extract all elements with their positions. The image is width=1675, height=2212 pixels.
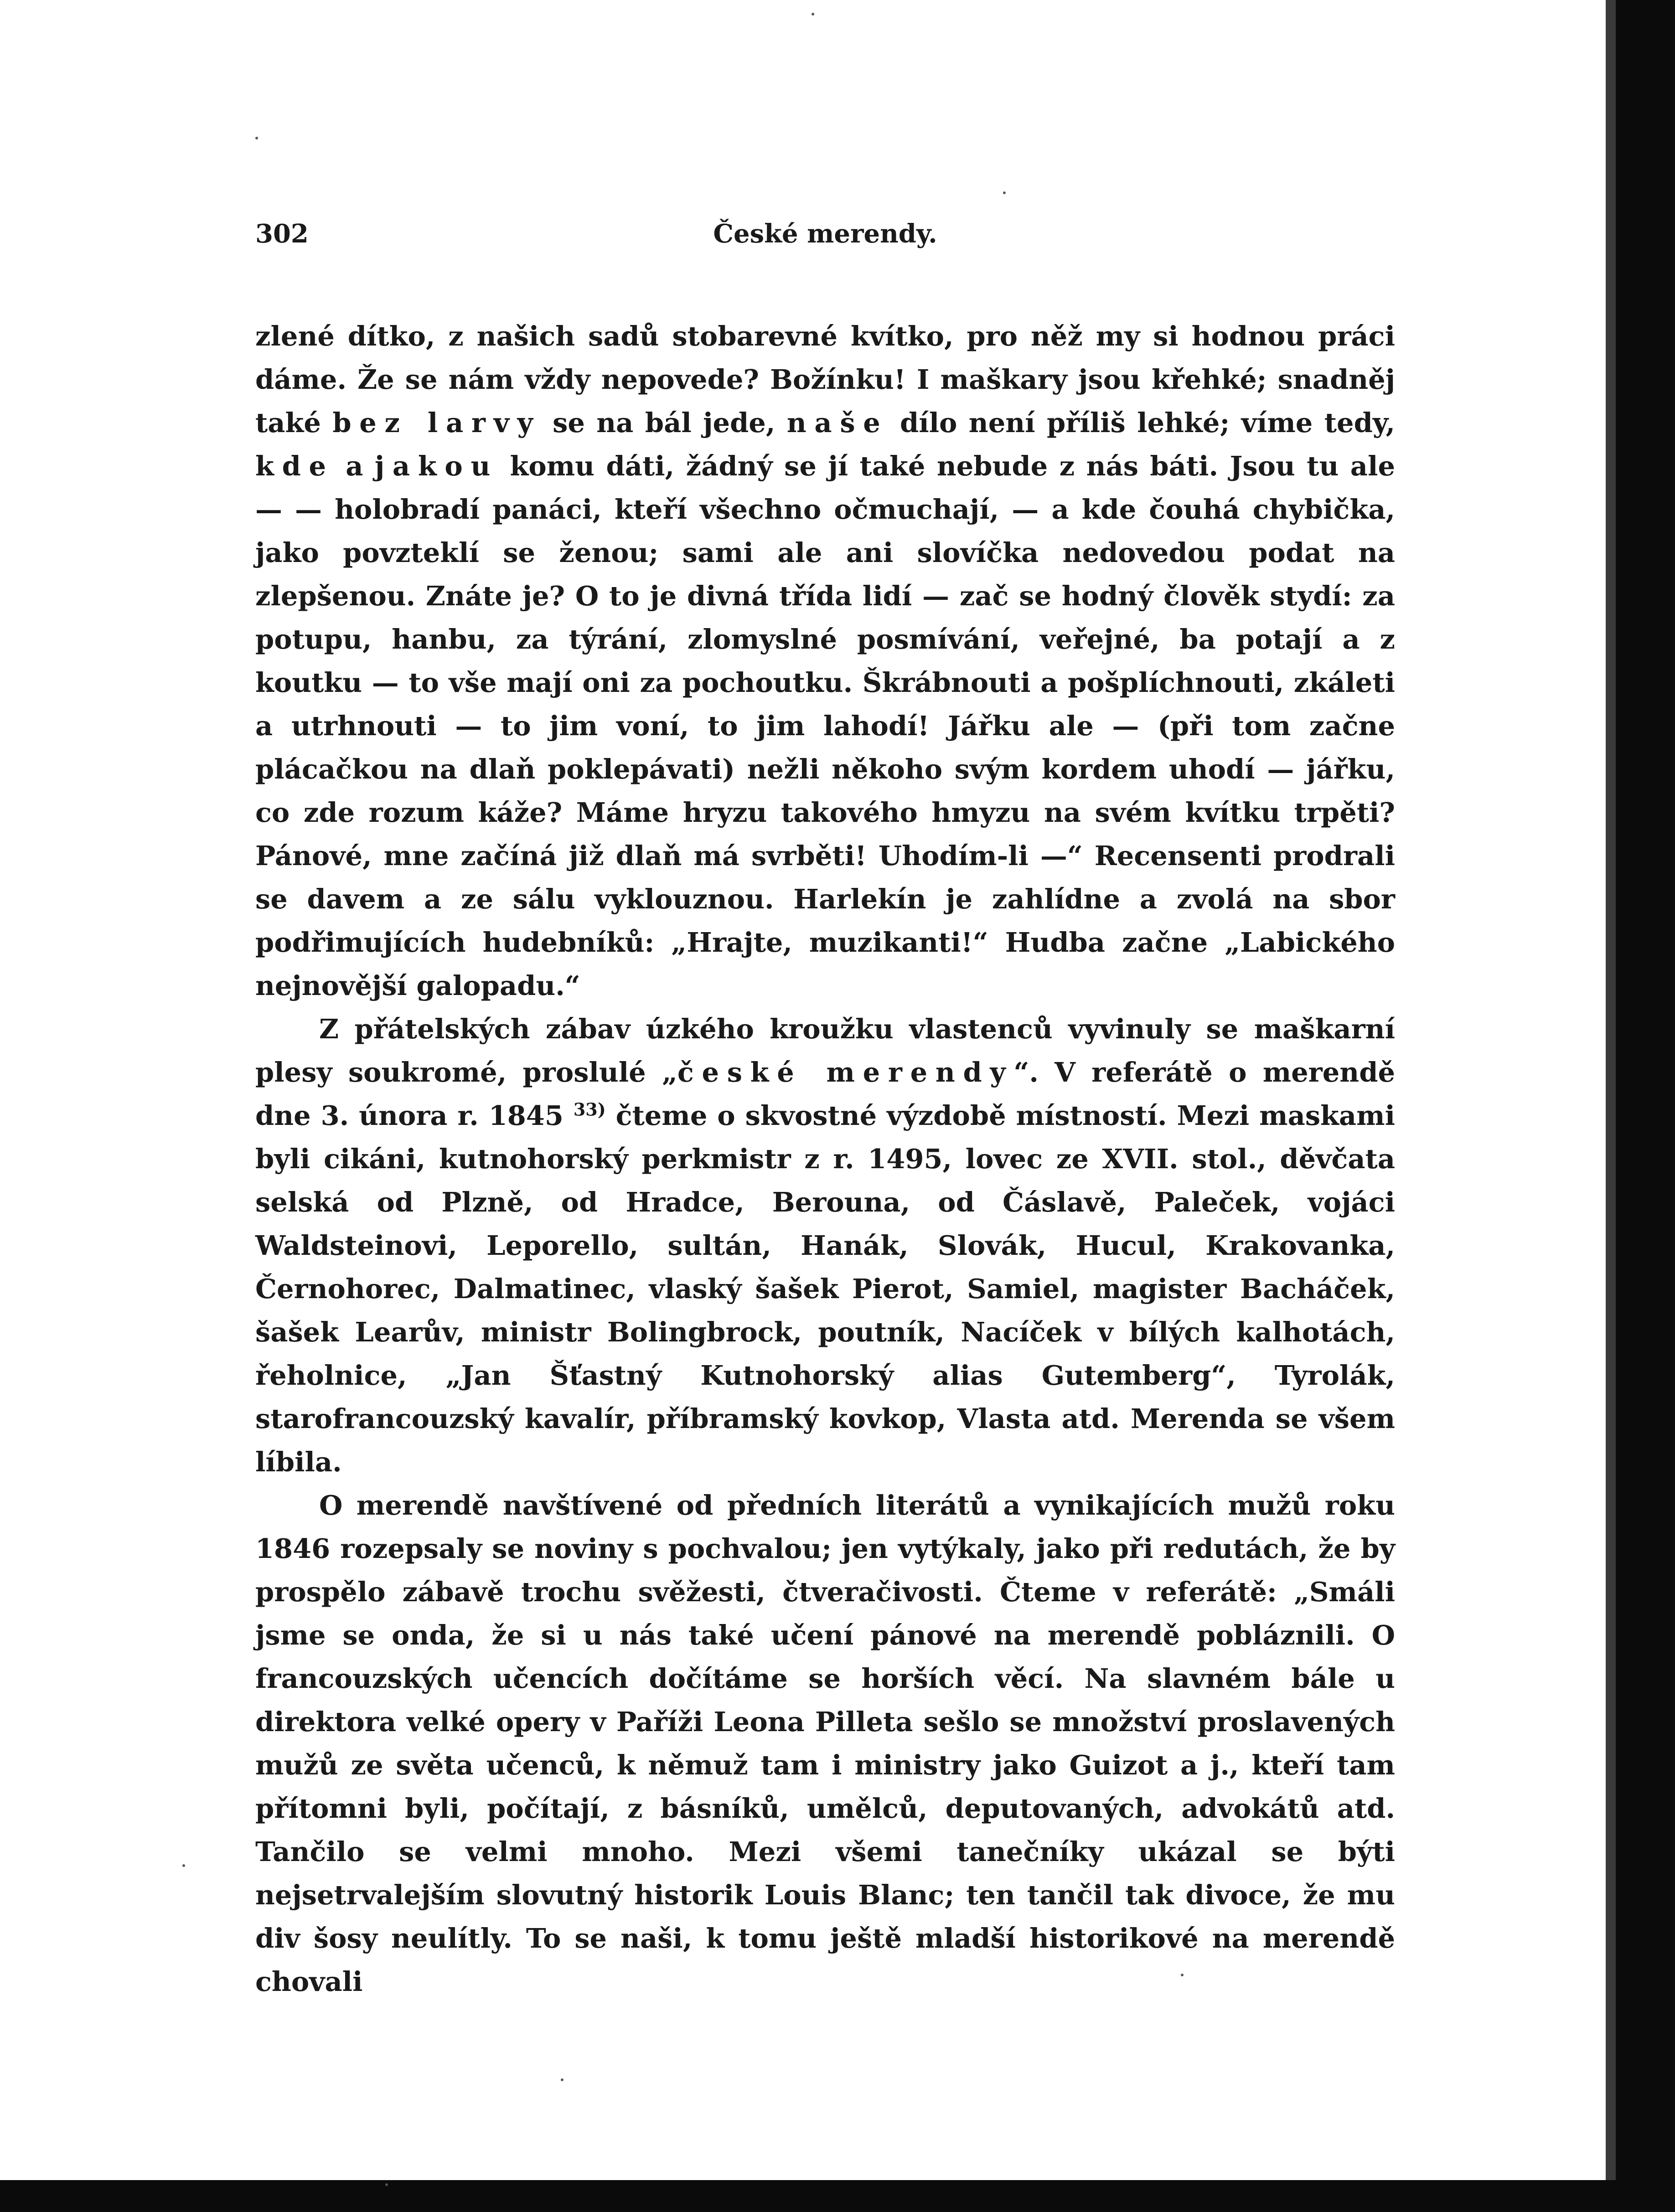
scan-border-right [1616,0,1675,2212]
spaced-emphasis: naše [786,407,889,438]
text-run: “. V referátě o merendě dne 3. února r. 1845 [255,1057,1395,1131]
spaced-emphasis: české merendy [677,1057,1014,1088]
spaced-emphasis: kde [255,450,334,482]
scan-speck [255,137,258,139]
text-run: komu dáti, žádný se jí také nebude z nás báti. Jsou tu ale — — holobradí panáci, kteří všechno očmuchají, — a kde čouhá chybička, jako povzteklí se ženou; sami ale ani slovíčka nedovedou podat na zlepšenou. Znáte je? O to je divná třída lidí — zač se hodný člověk stydí: za potupu, hanbu, za týrání, zlomyslné posmívání, veřejné, ba potají a z koutku — to vše mají oni za pochoutku. Škrábnouti a pošplíchnouti, zkáleti a utrhnouti — to jim voní, to jim lahodí! Jářku ale — (při tom začne plácačkou na dlaň poklepávati) nežli někoho svým kordem uhodí — jářku, co zde rozum káže? Máme hryzu takového hmyzu na svém kvítku trpěti? Pánové, mne začíná již dlaň má svrběti! Uhodím-li —“ Recensenti prodrali se davem a ze sálu vyklouznou. Harlekín je zahlídne a zvolá na sbor podřimujících hudebníků: „Hrajte, muzikanti!“ Hudba začne „Labického nejnovější galopadu.“ [255,450,1395,1001]
text-run: se na bál jede, [541,407,787,438]
text-run: čteme o skvostné výzdobě místností. Mezi maskami byli cikáni, kutnohorský perkmistr z r. 1495, lovec ze XVII. stol., děvčata selská od Plzně, od Hradce, Berouna, od Čáslavě, Paleček, vojáci Waldsteinovi, Leporello, sultán, Hanák, Slovák, Hucul, Krakovanka, Černohorec, Dalmatinec, vlaský šašek Pierot, Samiel, magister Bacháček, šašek Learův, ministr Bolingbrock, poutník, Nacíček v bílých kalhotách, řeholnice, „Jan Šťastný Kutnohorský alias Gutemberg“, Tyrolák, starofrancouzský kavalír, příbramský kovkop, Vlasta atd. Merenda se všem líbila. [255,1100,1396,1478]
book-page [255,219,1395,2003]
body-text [255,315,1395,2003]
page-number: 302 [255,219,309,249]
text-run: Z přátelských zábav úzkého kroužku vlastenců vyvinuly se maškarní plesy soukromé, proslulé „ [255,1013,1395,1088]
scan-speck [385,2183,388,2186]
running-head [255,219,1395,273]
text-run: dílo není příliš lehké; víme tedy, [888,407,1395,438]
paragraph [255,315,1395,1007]
paragraph [255,1484,1395,2003]
spaced-emphasis: jakou [374,450,499,482]
page-title: České merendy. [713,219,937,249]
text-run: O merendě navštívené od předních literátů a vynikajících mužů roku 1846 rozepsaly se noviny s pochvalou; jen vytýkaly, jako při redutách, že by prospělo zábavě trochu svěžesti, čtveračivosti. Čteme v referátě: „Smáli jsme se onda, že si u nás také učení pánové na merendě pobláznili. O francouzských učencích dočítáme se horších věcí. Na slavném bále u direktora velké opery v Paříži Leona Pilleta sešlo se množství proslavených mužů ze světa učenců, k němuž tam i ministry jako Guizot a j., kteří tam přítomni byli, počítají, z básníků, umělců, deputovaných, advokátů atd. Tančilo se velmi mnoho. Mezi všemi tanečníky ukázal se býti nejsetrvalejším slovutný historik Louis Blanc; ten tančil tak divoce, že mu div šosy neulítly. To se naši, k tomu ještě mladší historikové na merendě chovali [255,1490,1395,1997]
text-run: a [334,450,375,482]
text-run: zlené dítko, z našich sadů stobarevné kvítko, pro něž my si hodnou práci dáme. Že se nám vždy nepovede? Božínku! I maškary jsou křehké; snadněj také [255,320,1395,438]
scan-speck [561,2078,564,2081]
paragraph [255,1007,1395,1484]
scan-speck [812,13,814,15]
scan-speck [1003,191,1006,194]
spaced-emphasis: bez larvy [332,407,541,438]
scan-border-shadow [1606,0,1616,2212]
scan-border-bottom [0,2180,1675,2212]
scan-speck [182,1864,185,1867]
footnote-ref: 33) [573,1099,606,1120]
